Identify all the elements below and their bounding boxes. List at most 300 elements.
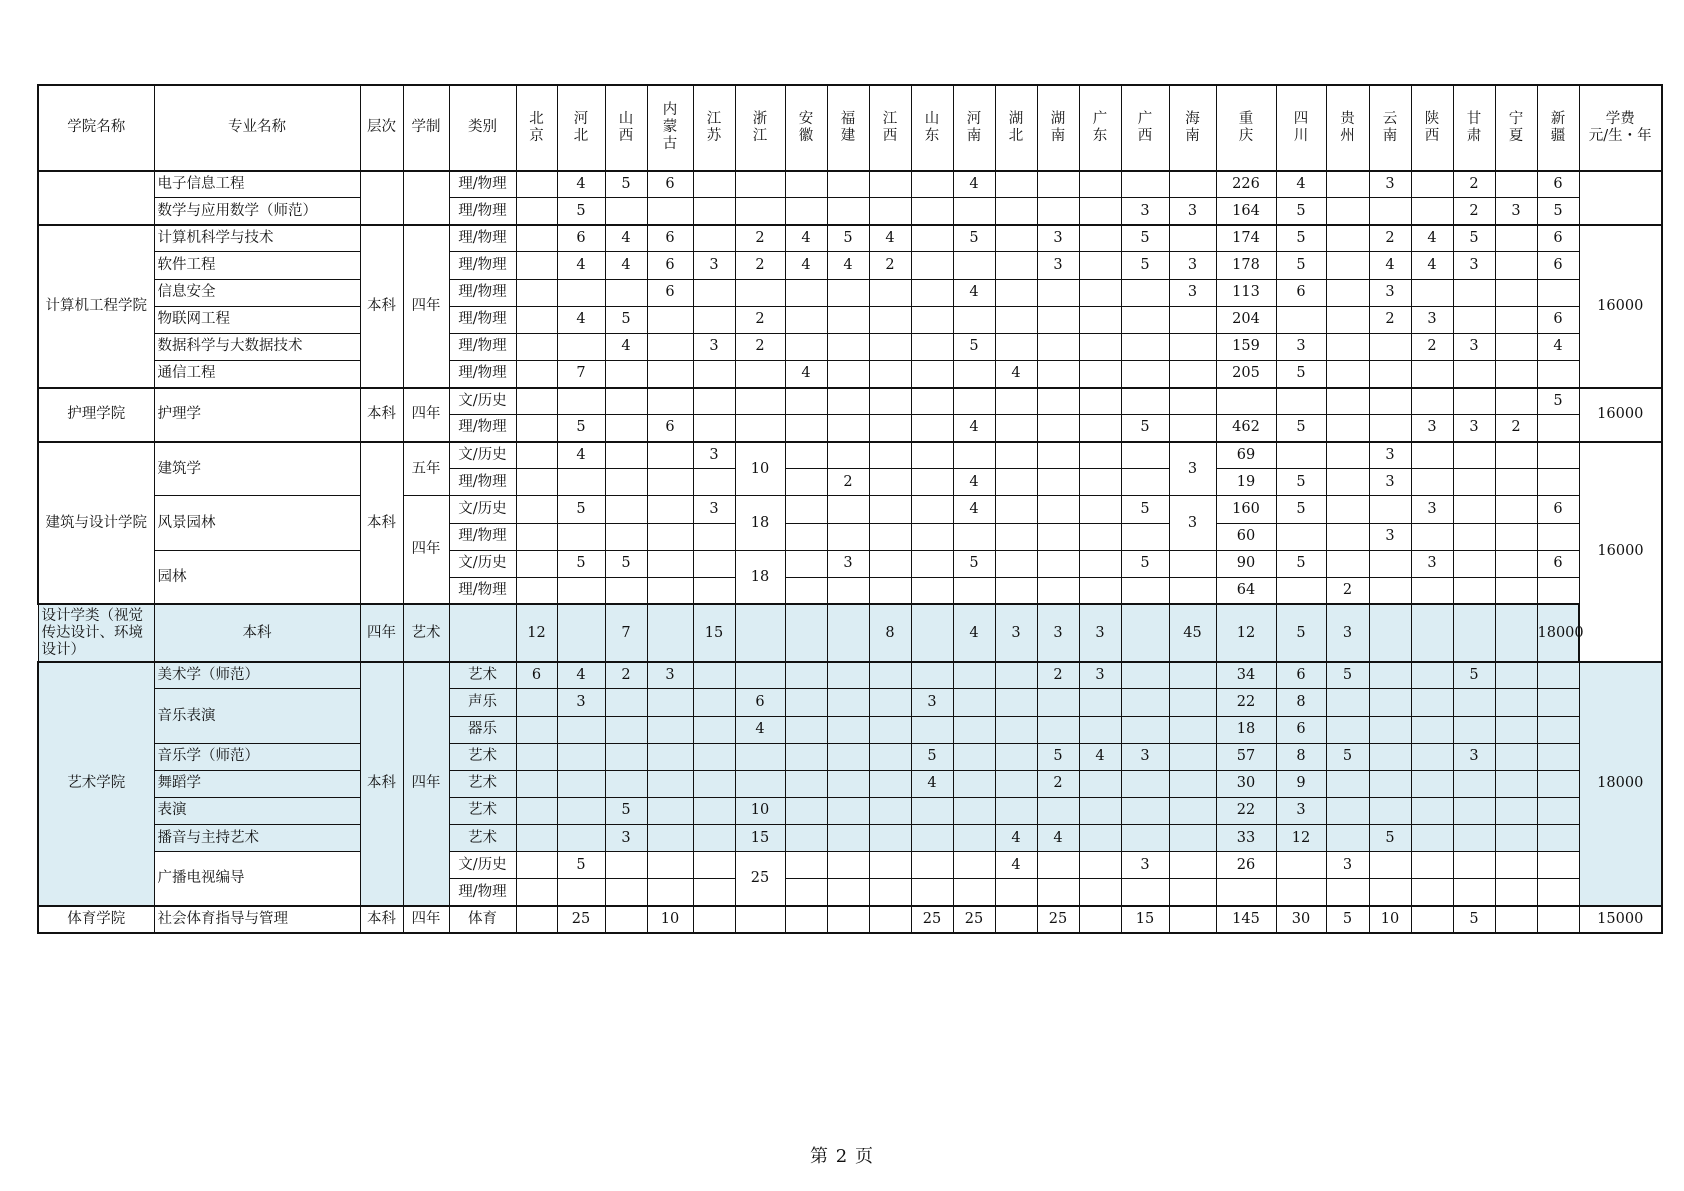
data-cell bbox=[1121, 825, 1169, 852]
category-cell: 体育 bbox=[449, 906, 516, 933]
data-cell bbox=[516, 523, 557, 550]
fee-cell: 16000 bbox=[1579, 442, 1662, 662]
level-cell: 本科 bbox=[360, 225, 403, 388]
data-cell bbox=[557, 333, 605, 360]
data-cell bbox=[1079, 469, 1121, 496]
header-province: 安 徽 bbox=[785, 85, 827, 171]
data-cell bbox=[1411, 743, 1453, 770]
data-cell bbox=[869, 388, 911, 415]
data-cell: 4 bbox=[995, 360, 1037, 387]
data-cell bbox=[995, 496, 1037, 523]
data-cell: 3 bbox=[1369, 279, 1411, 306]
data-cell: 4 bbox=[1369, 252, 1411, 279]
data-cell: 5 bbox=[1121, 252, 1169, 279]
major-cell: 播音与主持艺术 bbox=[154, 825, 360, 852]
data-cell: 5 bbox=[605, 797, 647, 824]
data-cell bbox=[1079, 825, 1121, 852]
data-cell: 4 bbox=[1079, 743, 1121, 770]
data-cell bbox=[647, 577, 693, 604]
data-cell: 9 bbox=[1276, 770, 1326, 797]
data-cell bbox=[516, 743, 557, 770]
table-row bbox=[38, 743, 1662, 770]
fee-cell: 16000 bbox=[1579, 225, 1662, 388]
data-cell bbox=[1369, 689, 1411, 716]
data-cell bbox=[1079, 879, 1121, 906]
data-cell: 45 bbox=[1169, 604, 1216, 661]
data-cell bbox=[693, 743, 735, 770]
data-cell bbox=[1537, 523, 1579, 550]
data-cell bbox=[1453, 279, 1495, 306]
category-cell: 理/物理 bbox=[449, 333, 516, 360]
data-cell: 33 bbox=[1216, 825, 1276, 852]
data-cell bbox=[1169, 689, 1216, 716]
data-cell bbox=[1537, 797, 1579, 824]
data-cell bbox=[1495, 604, 1537, 661]
data-cell bbox=[1453, 879, 1495, 906]
major-cell: 美术学（师范） bbox=[154, 662, 360, 689]
data-cell: 4 bbox=[953, 469, 995, 496]
data-cell bbox=[785, 306, 827, 333]
data-cell bbox=[1276, 523, 1326, 550]
category-cell: 理/物理 bbox=[449, 198, 516, 225]
data-cell: 5 bbox=[1121, 415, 1169, 442]
data-cell bbox=[1037, 469, 1079, 496]
data-cell: 64 bbox=[1216, 577, 1276, 604]
data-cell bbox=[827, 198, 869, 225]
data-cell: 10 bbox=[647, 906, 693, 933]
data-cell bbox=[827, 743, 869, 770]
data-cell bbox=[869, 279, 911, 306]
major-cell: 音乐表演 bbox=[154, 689, 360, 743]
data-cell bbox=[1369, 879, 1411, 906]
data-cell: 2 bbox=[735, 225, 785, 252]
data-cell bbox=[693, 716, 735, 743]
data-cell bbox=[1411, 662, 1453, 689]
header-province: 福 建 bbox=[827, 85, 869, 171]
data-cell: 3 bbox=[1369, 442, 1411, 469]
data-cell bbox=[605, 716, 647, 743]
data-cell bbox=[735, 743, 785, 770]
data-cell: 5 bbox=[605, 306, 647, 333]
category-cell: 理/物理 bbox=[449, 279, 516, 306]
data-cell bbox=[647, 743, 693, 770]
header-province: 陕 西 bbox=[1411, 85, 1453, 171]
header-province: 江 西 bbox=[869, 85, 911, 171]
data-cell bbox=[516, 770, 557, 797]
fee-cell: 18000 bbox=[1537, 604, 1579, 661]
category-cell: 文/历史 bbox=[449, 388, 516, 415]
data-cell bbox=[605, 360, 647, 387]
data-cell bbox=[735, 388, 785, 415]
data-cell: 2 bbox=[1037, 662, 1079, 689]
data-cell bbox=[1326, 415, 1369, 442]
data-cell: 5 bbox=[557, 415, 605, 442]
data-cell bbox=[869, 577, 911, 604]
major-cell: 风景园林 bbox=[154, 496, 360, 550]
data-cell bbox=[516, 306, 557, 333]
major-cell: 设计学类（视觉传达设计、环境设计） bbox=[38, 604, 154, 661]
data-cell: 3 bbox=[1169, 496, 1216, 550]
data-cell bbox=[1037, 171, 1079, 198]
major-cell: 数学与应用数学（师范） bbox=[154, 198, 360, 225]
data-cell bbox=[785, 689, 827, 716]
data-cell: 4 bbox=[1276, 171, 1326, 198]
data-cell bbox=[1216, 879, 1276, 906]
data-cell bbox=[1369, 852, 1411, 879]
data-cell bbox=[953, 360, 995, 387]
data-cell bbox=[1453, 469, 1495, 496]
data-cell bbox=[1276, 577, 1326, 604]
data-cell bbox=[1326, 523, 1369, 550]
data-cell: 4 bbox=[785, 225, 827, 252]
data-cell bbox=[995, 770, 1037, 797]
data-cell: 5 bbox=[1276, 469, 1326, 496]
data-cell: 26 bbox=[1216, 852, 1276, 879]
data-cell: 5 bbox=[1453, 662, 1495, 689]
data-cell: 4 bbox=[557, 306, 605, 333]
data-cell bbox=[516, 252, 557, 279]
data-cell: 3 bbox=[1037, 252, 1079, 279]
fee-cell bbox=[1579, 171, 1662, 225]
data-cell bbox=[785, 852, 827, 879]
data-cell bbox=[995, 689, 1037, 716]
data-cell bbox=[953, 852, 995, 879]
data-cell bbox=[911, 523, 953, 550]
data-cell bbox=[693, 662, 735, 689]
table-row bbox=[38, 852, 1662, 879]
data-cell: 462 bbox=[1216, 415, 1276, 442]
data-cell bbox=[1495, 852, 1537, 879]
data-cell bbox=[1411, 171, 1453, 198]
data-cell bbox=[995, 879, 1037, 906]
data-cell bbox=[1037, 550, 1079, 577]
data-cell bbox=[1369, 797, 1411, 824]
data-cell bbox=[735, 604, 785, 661]
data-cell bbox=[1537, 469, 1579, 496]
data-cell bbox=[735, 906, 785, 933]
data-cell bbox=[953, 523, 995, 550]
data-cell bbox=[995, 716, 1037, 743]
data-cell: 226 bbox=[1216, 171, 1276, 198]
data-cell bbox=[1121, 770, 1169, 797]
data-cell: 6 bbox=[1276, 716, 1326, 743]
data-cell bbox=[1121, 797, 1169, 824]
data-cell bbox=[693, 879, 735, 906]
data-cell: 160 bbox=[1216, 496, 1276, 523]
data-cell bbox=[1326, 225, 1369, 252]
header-province: 广 西 bbox=[1121, 85, 1169, 171]
data-cell bbox=[605, 906, 647, 933]
data-cell: 4 bbox=[953, 496, 995, 523]
data-cell bbox=[1495, 879, 1537, 906]
data-cell bbox=[995, 198, 1037, 225]
data-cell bbox=[1369, 577, 1411, 604]
data-cell bbox=[1121, 360, 1169, 387]
data-cell bbox=[516, 333, 557, 360]
data-cell: 6 bbox=[1537, 496, 1579, 523]
data-cell bbox=[557, 825, 605, 852]
data-cell: 3 bbox=[1369, 523, 1411, 550]
major-cell: 园林 bbox=[154, 550, 360, 604]
data-cell: 19 bbox=[1216, 469, 1276, 496]
data-cell bbox=[911, 198, 953, 225]
data-cell bbox=[785, 496, 827, 523]
data-cell bbox=[869, 852, 911, 879]
data-cell bbox=[1411, 879, 1453, 906]
data-cell bbox=[785, 333, 827, 360]
data-cell: 2 bbox=[735, 252, 785, 279]
data-cell bbox=[1169, 743, 1216, 770]
data-cell bbox=[785, 415, 827, 442]
header-province: 内 蒙 古 bbox=[647, 85, 693, 171]
data-cell bbox=[1079, 689, 1121, 716]
fee-cell: 15000 bbox=[1579, 906, 1662, 933]
data-cell: 5 bbox=[1276, 225, 1326, 252]
data-cell bbox=[1326, 333, 1369, 360]
data-cell bbox=[647, 360, 693, 387]
major-cell: 舞蹈学 bbox=[154, 770, 360, 797]
data-cell bbox=[735, 171, 785, 198]
data-cell: 10 bbox=[1369, 906, 1411, 933]
data-cell bbox=[995, 388, 1037, 415]
data-cell bbox=[605, 388, 647, 415]
data-cell bbox=[605, 469, 647, 496]
data-cell: 3 bbox=[1121, 852, 1169, 879]
data-cell bbox=[827, 306, 869, 333]
data-cell bbox=[1326, 689, 1369, 716]
data-cell: 57 bbox=[1216, 743, 1276, 770]
header-college: 学院名称 bbox=[38, 85, 154, 171]
data-cell: 4 bbox=[605, 225, 647, 252]
data-cell bbox=[869, 716, 911, 743]
data-cell bbox=[1169, 333, 1216, 360]
data-cell bbox=[1369, 662, 1411, 689]
data-cell bbox=[1411, 360, 1453, 387]
data-cell bbox=[995, 252, 1037, 279]
data-cell bbox=[995, 171, 1037, 198]
data-cell: 34 bbox=[1216, 662, 1276, 689]
header-fee-line2: 元/生・年 bbox=[1588, 127, 1652, 144]
data-cell bbox=[605, 523, 647, 550]
data-cell: 25 bbox=[557, 906, 605, 933]
category-cell: 理/物理 bbox=[449, 879, 516, 906]
data-cell: 3 bbox=[647, 662, 693, 689]
category-cell: 理/物理 bbox=[449, 577, 516, 604]
data-cell bbox=[605, 442, 647, 469]
data-cell bbox=[1276, 442, 1326, 469]
data-cell: 4 bbox=[557, 171, 605, 198]
data-cell bbox=[647, 852, 693, 879]
data-cell: 5 bbox=[1276, 198, 1326, 225]
table-row bbox=[38, 225, 1662, 252]
data-cell bbox=[1369, 743, 1411, 770]
data-cell bbox=[1326, 360, 1369, 387]
major-cell: 建筑学 bbox=[154, 442, 360, 496]
page-number: 第 2 页 bbox=[810, 1146, 874, 1167]
data-cell bbox=[911, 415, 953, 442]
data-cell bbox=[605, 852, 647, 879]
data-cell bbox=[605, 879, 647, 906]
data-cell: 90 bbox=[1216, 550, 1276, 577]
data-cell: 2 bbox=[735, 306, 785, 333]
data-cell bbox=[827, 496, 869, 523]
category-cell: 艺术 bbox=[403, 604, 449, 661]
data-cell: 6 bbox=[1537, 225, 1579, 252]
data-cell: 204 bbox=[1216, 306, 1276, 333]
data-cell bbox=[869, 825, 911, 852]
header-province: 河 北 bbox=[557, 85, 605, 171]
data-cell bbox=[557, 743, 605, 770]
data-cell bbox=[827, 825, 869, 852]
data-cell bbox=[785, 825, 827, 852]
data-cell: 6 bbox=[557, 225, 605, 252]
data-cell bbox=[785, 879, 827, 906]
data-cell bbox=[953, 797, 995, 824]
category-cell: 声乐 bbox=[449, 689, 516, 716]
data-cell: 25 bbox=[953, 906, 995, 933]
data-cell: 5 bbox=[953, 225, 995, 252]
data-cell bbox=[605, 496, 647, 523]
data-cell: 3 bbox=[1495, 198, 1537, 225]
data-cell bbox=[995, 550, 1037, 577]
data-cell bbox=[995, 577, 1037, 604]
data-cell bbox=[557, 577, 605, 604]
data-cell bbox=[911, 442, 953, 469]
data-cell bbox=[1537, 879, 1579, 906]
data-cell bbox=[1169, 797, 1216, 824]
data-cell bbox=[1411, 388, 1453, 415]
data-cell bbox=[647, 604, 693, 661]
data-cell bbox=[1537, 825, 1579, 852]
data-cell bbox=[995, 225, 1037, 252]
table-row bbox=[38, 797, 1662, 824]
data-cell bbox=[1453, 496, 1495, 523]
data-cell bbox=[1495, 743, 1537, 770]
data-cell bbox=[953, 662, 995, 689]
data-cell bbox=[995, 442, 1037, 469]
data-cell: 15 bbox=[693, 604, 735, 661]
data-cell bbox=[647, 469, 693, 496]
data-cell bbox=[869, 770, 911, 797]
data-cell: 3 bbox=[1411, 496, 1453, 523]
data-cell bbox=[785, 279, 827, 306]
data-cell: 5 bbox=[911, 743, 953, 770]
data-cell bbox=[1169, 716, 1216, 743]
data-cell bbox=[1121, 171, 1169, 198]
data-cell: 3 bbox=[1169, 279, 1216, 306]
data-cell: 6 bbox=[1537, 171, 1579, 198]
data-cell bbox=[1453, 523, 1495, 550]
data-cell bbox=[605, 689, 647, 716]
data-cell bbox=[516, 469, 557, 496]
data-cell bbox=[1079, 906, 1121, 933]
table-row bbox=[38, 770, 1662, 797]
data-cell bbox=[557, 770, 605, 797]
data-cell: 5 bbox=[1326, 906, 1369, 933]
data-cell bbox=[1495, 716, 1537, 743]
data-cell bbox=[693, 550, 735, 577]
header-province: 江 苏 bbox=[693, 85, 735, 171]
data-cell bbox=[693, 306, 735, 333]
table-row bbox=[38, 442, 1662, 469]
data-cell: 3 bbox=[1037, 604, 1079, 661]
data-cell bbox=[785, 469, 827, 496]
data-cell bbox=[953, 577, 995, 604]
data-cell bbox=[1495, 577, 1537, 604]
category-cell: 文/历史 bbox=[449, 496, 516, 523]
data-cell bbox=[1495, 360, 1537, 387]
category-cell: 理/物理 bbox=[449, 252, 516, 279]
data-cell bbox=[911, 496, 953, 523]
data-cell bbox=[1453, 604, 1495, 661]
data-cell bbox=[693, 388, 735, 415]
data-cell bbox=[516, 360, 557, 387]
data-cell bbox=[1169, 906, 1216, 933]
data-cell bbox=[911, 360, 953, 387]
data-cell bbox=[1495, 306, 1537, 333]
data-cell bbox=[1411, 797, 1453, 824]
category-cell: 艺术 bbox=[449, 770, 516, 797]
data-cell: 18 bbox=[735, 550, 785, 604]
data-cell bbox=[827, 279, 869, 306]
level-cell: 本科 bbox=[360, 906, 403, 933]
header-province: 重 庆 bbox=[1216, 85, 1276, 171]
data-cell bbox=[827, 523, 869, 550]
data-cell bbox=[735, 662, 785, 689]
data-cell bbox=[1537, 442, 1579, 469]
table-row bbox=[38, 333, 1662, 360]
header-province: 四 川 bbox=[1276, 85, 1326, 171]
table-row bbox=[38, 171, 1662, 198]
data-cell: 4 bbox=[953, 604, 995, 661]
table-row bbox=[38, 496, 1662, 523]
data-cell: 25 bbox=[735, 852, 785, 906]
data-cell bbox=[647, 442, 693, 469]
college-cell: 建筑与设计学院 bbox=[38, 442, 154, 605]
data-cell bbox=[911, 388, 953, 415]
data-cell bbox=[827, 797, 869, 824]
data-cell bbox=[1453, 577, 1495, 604]
data-cell: 2 bbox=[1369, 225, 1411, 252]
data-cell bbox=[1169, 825, 1216, 852]
data-cell: 3 bbox=[1276, 797, 1326, 824]
data-cell: 6 bbox=[735, 689, 785, 716]
data-cell bbox=[1326, 797, 1369, 824]
data-cell bbox=[827, 415, 869, 442]
duration-cell: 四年 bbox=[360, 604, 403, 661]
data-cell bbox=[869, 550, 911, 577]
data-cell: 10 bbox=[735, 442, 785, 496]
data-cell: 5 bbox=[1037, 743, 1079, 770]
data-cell bbox=[1537, 279, 1579, 306]
data-cell: 3 bbox=[1369, 171, 1411, 198]
data-cell bbox=[1326, 252, 1369, 279]
data-cell bbox=[557, 388, 605, 415]
major-cell: 通信工程 bbox=[154, 360, 360, 387]
data-cell bbox=[911, 306, 953, 333]
data-cell bbox=[1079, 225, 1121, 252]
data-cell bbox=[1537, 360, 1579, 387]
data-cell bbox=[1216, 388, 1276, 415]
data-cell bbox=[911, 577, 953, 604]
data-cell bbox=[869, 198, 911, 225]
data-cell: 25 bbox=[911, 906, 953, 933]
data-cell bbox=[1121, 604, 1169, 661]
data-cell bbox=[1079, 171, 1121, 198]
table-row bbox=[38, 550, 1662, 577]
data-cell bbox=[827, 577, 869, 604]
data-cell bbox=[516, 825, 557, 852]
